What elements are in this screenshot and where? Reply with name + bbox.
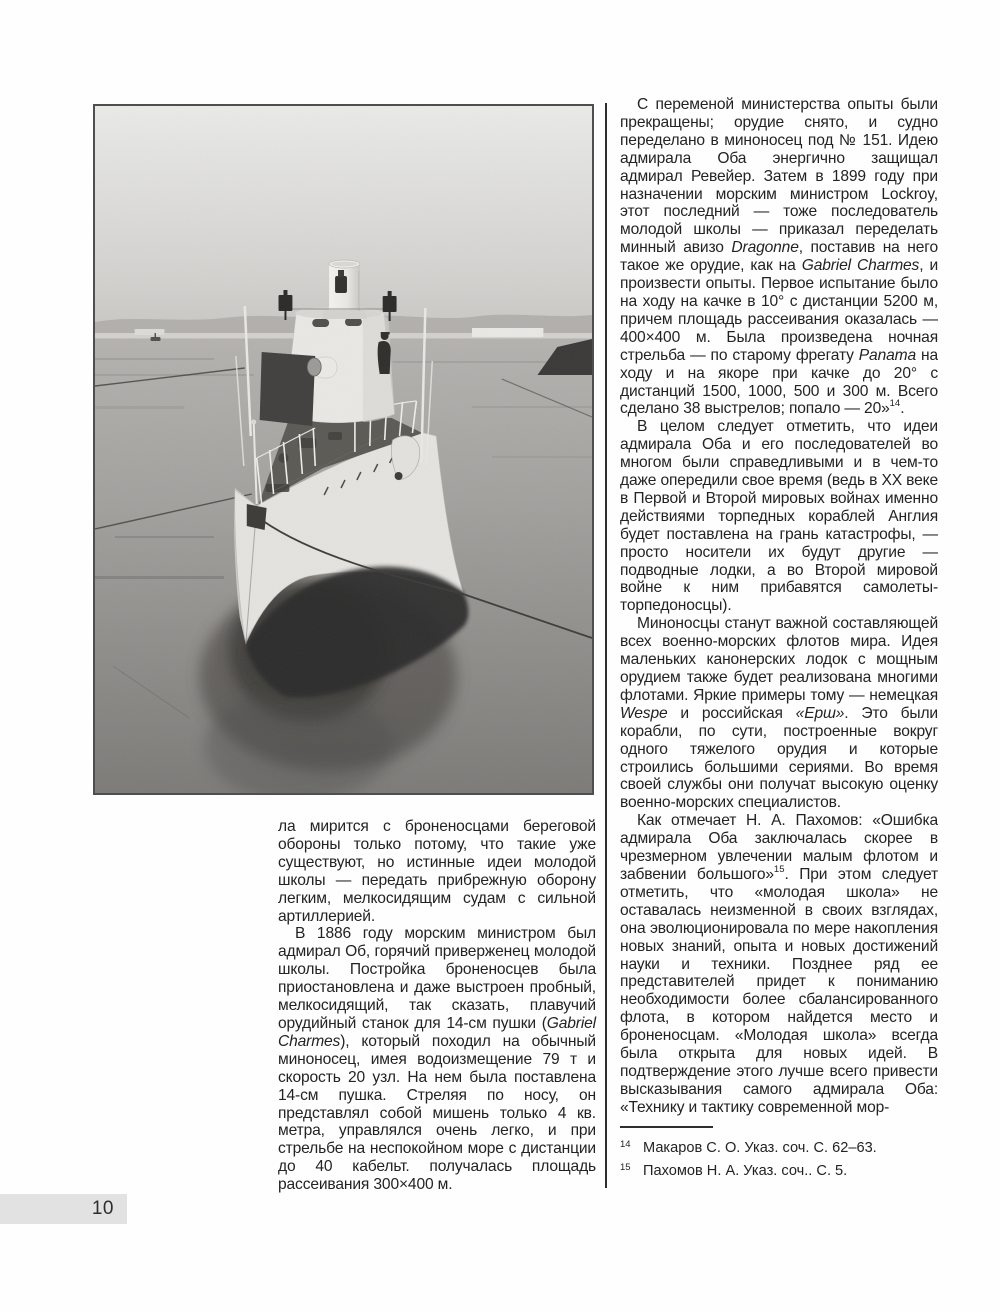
text-run: , поставив на него такое же орудие, как на [620,239,938,275]
text-run: Gabriel Charmes [278,1014,596,1050]
left_column-paragraph-1 [278,818,596,925]
right_column-paragraph-4 [620,812,938,1116]
footnote-marker: 15 [620,1162,631,1173]
right_column-paragraph-1 [620,96,938,418]
footnote-item [620,1158,938,1181]
text-run: «Ерш» [795,704,845,722]
footnote-text: Макаров С. О. Указ. соч. С. 62–63. [643,1140,877,1156]
right-column [620,96,938,1122]
footnote-marker: 14 [620,1139,631,1150]
page-number: 10 [91,1198,114,1219]
text-run: Gabriel Charmes [801,257,920,275]
footnote-item [620,1135,938,1158]
text-run: Panama [858,346,916,364]
left_column-paragraph-2 [278,925,596,1194]
column-divider [605,103,607,1188]
text-run: С переменой министерства опыты были прекращены; орудие снято, и судно переделано в миноносец под № 151. Идею адмирала Оба энергично защищал адмирал Ревейер. Затем в 1899 году при назначении морским министром Lockroy, этот последний — тоже последователь молодой школы — приказал переделать минный авизо [620,96,938,257]
text-run: Как отмечает Н. А. Пахомов: «Ошибка адмирала Оба заключалась скорее в чрезмерном увлечении малым флотом и забвении большого» [620,812,938,883]
footnote-text: Пахомов Н. А. Указ. соч.. С. 5. [643,1163,848,1179]
photo-grain [95,106,592,793]
text-run: , и произвести опыты. Первое испытание было на ходу на качке в 10° с дистанции 5200 м, причем площадь рассеивания оказалась — 400×400 м. Была произведена ночная стрельба — по старому фрегату [620,257,938,364]
text-run: В целом следует отметить, что идеи адмирала Оба и его последователей во многом были справедливыми и в чем-то даже опередили свое время (ведь в XX веке в Первой и Второй мировых войнах именно действиями торпедных кораблей Англия будет поставлена на грань катастрофы, — просто носители их будут другие — подводные лодки, а во Второй мировой войне к ним прибавятся самолеты-торпедоносцы). [620,418,938,615]
footnotes [620,1126,938,1181]
text-run: на ходу и на якоре при качке до 20° с дистанций 1500, 1000, 500 и 300 м. Всего сделано 38 выстрелов; попало — 20» [620,346,938,418]
footnote-list [620,1135,938,1181]
text-run: ла мирится с броненосцами береговой обороны только потому, что такие уже существуют, но истинные идеи молодой школы — передать прибрежную оборону легким, мелкосидящим судам с сильной артиллерией. [278,818,596,925]
page-number-bar [0,1194,127,1224]
footnote-reference: 14 [889,398,901,410]
text-run: . При этом следует отметить, что «молодая школа» не оставалась неизменной в своих взглядах, она эволюционировала по мере накопления новых знаний, опыта и новых достижений науки и техники. Позднее ряд ее представителей придет к пониманию необходимости более сбалансированного флота, в котором найдется место и броненосцам. «Молодая школа» всегда была открыта для новых идей. В подтверждение этого лучше всего привести высказывания самого адмирала Оба: «Технику и тактику современной мор- [620,865,938,1116]
right_column-paragraph-3 [620,615,938,812]
text-run: . [900,400,905,418]
text-run: ), который походил на обычный миноносец, имея водоизмещение 79 т и скорость 20 узл. На нем была поставлена 14-см пушка. Стреляя по носу, он представлял собой мишень только 4 кв. метра, управлялся очень легко, и при стрельбе на неспокойном море с дистанции до 40 кабельт. получалась площадь рассеивания 300×400 м. [278,1032,596,1194]
left-column [278,818,596,1194]
text-run: В 1886 году морским министром был адмирал Об, горячий приверженец молодой школы. Постройка броненосцев была приостановлена и даже выстроен пробный, мелкосидящий, так сказать, плавучий орудийный станок для 14-см пушки ( [278,925,596,1032]
footnote-reference: 15 [773,863,785,875]
right_column-paragraph-2 [620,418,938,615]
torpedo-boat-photo-art [95,106,592,793]
text-run: Wespe [620,704,668,722]
text-run: и российская [667,704,796,722]
torpedo-boat-photo [93,104,594,795]
text-run: . Это были корабли, по сути, построенные вокруг одного тяжелого орудия и которые строились большими сериями. Во время своей службы они получат высокую оценку военно-морских специалистов. [620,704,938,812]
footnote-divider [620,1126,713,1128]
text-run: Dragonne [731,239,799,257]
text-run: Миноносцы станут важной составляющей всех военно-морских флотов мира. Идея маленьких канонерских лодок с мощным орудием также будет реализована многими флотами. Яркие примеры тому — немецкая [620,615,938,704]
